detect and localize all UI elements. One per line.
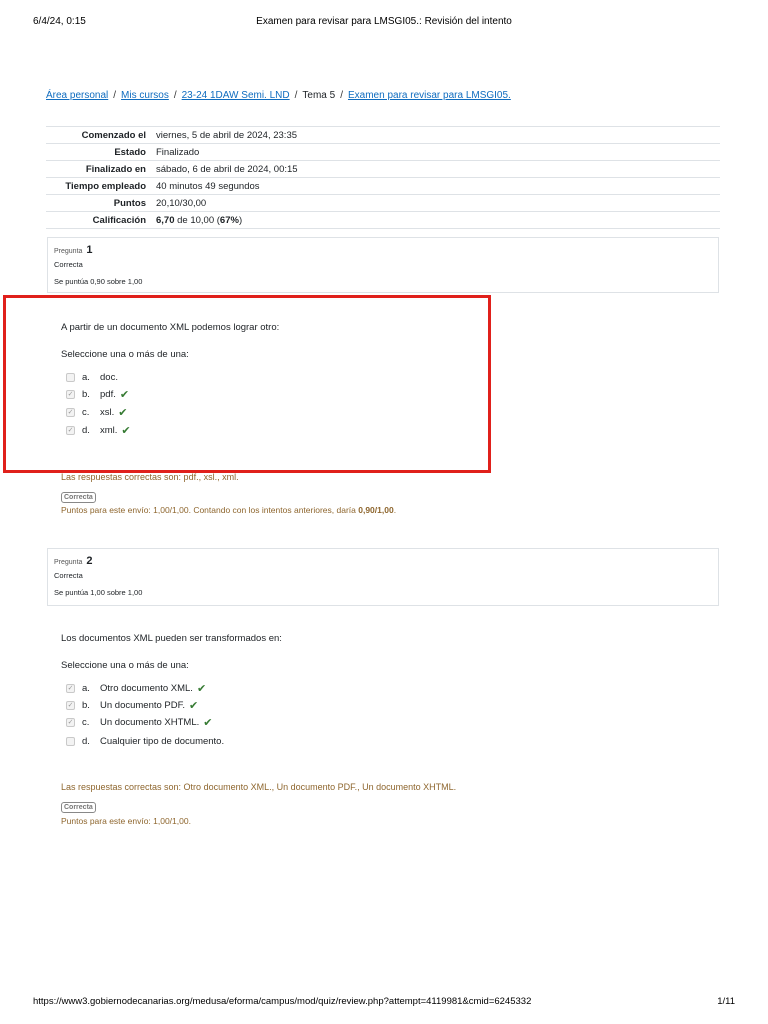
summary-label: Tiempo empleado	[46, 178, 151, 195]
question-prompt: Seleccione una o más de una:	[61, 660, 189, 671]
breadcrumb-tema: Tema 5	[302, 90, 336, 101]
option-text: xml.	[100, 424, 118, 436]
marks-end: .	[393, 505, 397, 515]
option-text: Un documento XHTML.	[100, 716, 200, 728]
correct-check-icon: ✔	[121, 424, 131, 437]
summary-label: Comenzado el	[46, 127, 151, 144]
breadcrumb	[46, 90, 511, 101]
breadcrumb-separator: /	[294, 90, 298, 101]
print-footer	[33, 996, 735, 1010]
marks-feedback	[61, 505, 396, 515]
correct-check-icon: ✔	[119, 388, 130, 401]
marks-text: Puntos para este envío: 1,00/1,00. Contando con los intentos anteriores, daría	[61, 505, 359, 515]
summary-row	[46, 212, 720, 229]
option-letter: a.	[82, 682, 90, 694]
print-page-number: 1/11	[717, 996, 735, 1007]
correct-check-icon: ✔	[196, 682, 207, 695]
checkbox[interactable]	[66, 373, 75, 382]
grade-percent: 67%	[219, 214, 239, 226]
checkmark-icon: ✓	[67, 684, 74, 692]
status-badge: Correcta	[61, 492, 96, 503]
option-letter: c.	[82, 406, 90, 418]
question-number	[54, 244, 712, 256]
answer-option[interactable]	[66, 734, 224, 748]
checkmark-icon: ✓	[67, 701, 74, 709]
summary-label: Estado	[46, 144, 151, 161]
option-text: Otro documento XML.	[100, 682, 193, 694]
checkbox-checked[interactable]	[66, 684, 75, 693]
option-text: pdf.	[100, 388, 116, 400]
marks-cumulative: 0,90/1,00	[358, 505, 394, 515]
grade-close: )	[238, 214, 243, 226]
summary-value: 40 minutos 49 segundos	[151, 178, 720, 195]
checkbox-checked[interactable]	[66, 701, 75, 710]
summary-row	[46, 178, 720, 195]
checkbox-checked[interactable]	[66, 390, 75, 399]
question-grade: Se puntúa 0,90 sobre 1,00	[54, 277, 143, 286]
question-info-1	[47, 237, 719, 293]
question-number-value: 1	[86, 244, 93, 256]
option-letter: b.	[82, 699, 90, 711]
option-text: xsl.	[100, 406, 115, 418]
print-title: Examen para revisar para LMSGI05.: Revisión del intento	[256, 16, 512, 27]
checkbox[interactable]	[66, 737, 75, 746]
question-state: Correcta	[54, 571, 83, 580]
breadcrumb-separator: /	[113, 90, 117, 101]
attempt-summary-table	[46, 126, 720, 229]
checkbox-checked[interactable]	[66, 426, 75, 435]
summary-value: sábado, 6 de abril de 2024, 00:15	[151, 161, 720, 178]
summary-value: viernes, 5 de abril de 2024, 23:35	[151, 127, 720, 144]
question-text: Los documentos XML pueden ser transformados en:	[61, 633, 282, 644]
option-text: Un documento PDF.	[100, 699, 186, 711]
summary-value: 20,10/30,00	[151, 195, 720, 212]
question-label: Pregunta	[54, 248, 83, 255]
question-text: A partir de un documento XML podemos lograr otro:	[61, 322, 280, 333]
question-number-value: 2	[86, 555, 93, 567]
question-state: Correcta	[54, 260, 83, 269]
question-prompt: Seleccione una o más de una:	[61, 349, 189, 360]
breadcrumb-area-personal[interactable]: Área personal	[46, 90, 109, 101]
question-grade: Se puntúa 1,00 sobre 1,00	[54, 588, 143, 597]
summary-value-grade	[151, 212, 720, 229]
marks-feedback: Puntos para este envío: 1,00/1,00.	[61, 816, 191, 826]
print-date: 6/4/24, 0:15	[33, 16, 86, 27]
correct-check-icon: ✔	[118, 406, 128, 419]
option-letter: b.	[82, 388, 90, 400]
breadcrumb-course[interactable]: 23-24 1DAW Semi. LND	[181, 90, 290, 101]
option-text: doc.	[100, 371, 118, 383]
breadcrumb-separator: /	[173, 90, 177, 101]
option-letter: d.	[82, 735, 90, 747]
print-url: https://www3.gobiernodecanarias.org/medusa/eforma/campus/mod/quiz/review.php?attempt=4119981&cmid=6245332	[33, 996, 532, 1007]
summary-row	[46, 195, 720, 212]
summary-label: Puntos	[46, 195, 151, 212]
summary-row	[46, 161, 720, 178]
answer-option[interactable]	[66, 405, 127, 419]
breadcrumb-mis-cursos[interactable]: Mis cursos	[121, 90, 169, 101]
option-text: Cualquier tipo de documento.	[100, 735, 225, 747]
grade-score: 6,70	[156, 214, 175, 226]
print-header	[33, 16, 735, 30]
summary-label: Calificación	[46, 212, 151, 229]
question-info-2	[47, 548, 719, 606]
answer-option[interactable]	[66, 370, 118, 384]
checkmark-icon: ✓	[67, 390, 74, 398]
option-letter: c.	[82, 716, 90, 728]
answer-option[interactable]	[66, 423, 131, 437]
summary-row	[46, 127, 720, 144]
correct-check-icon: ✔	[203, 716, 213, 729]
breadcrumb-separator: /	[340, 90, 343, 101]
correct-check-icon: ✔	[189, 699, 199, 712]
answer-option[interactable]	[66, 715, 212, 729]
checkbox-checked[interactable]	[66, 408, 75, 417]
option-letter: d.	[82, 424, 90, 436]
answer-option[interactable]	[66, 387, 129, 401]
summary-row	[46, 144, 720, 161]
right-answer: Las respuestas correctas son: Otro documento XML., Un documento PDF., Un documento XHTML.	[61, 782, 457, 792]
breadcrumb-quiz[interactable]: Examen para revisar para LMSGI05.	[347, 90, 511, 101]
summary-value: Finalizado	[151, 144, 720, 161]
checkmark-icon: ✓	[67, 718, 74, 726]
checkbox-checked[interactable]	[66, 718, 75, 727]
status-badge: Correcta	[61, 802, 96, 813]
option-letter: a.	[82, 371, 90, 383]
right-answer: Las respuestas correctas son: pdf., xsl., xml.	[61, 472, 239, 482]
answer-option[interactable]	[66, 698, 198, 712]
question-number	[54, 555, 712, 567]
summary-label: Finalizado en	[46, 161, 151, 178]
question-label: Pregunta	[54, 559, 83, 566]
checkmark-icon: ✓	[67, 426, 74, 434]
checkmark-icon: ✓	[67, 408, 74, 416]
grade-of: de 10,00 (	[174, 214, 220, 226]
answer-option[interactable]	[66, 681, 206, 695]
